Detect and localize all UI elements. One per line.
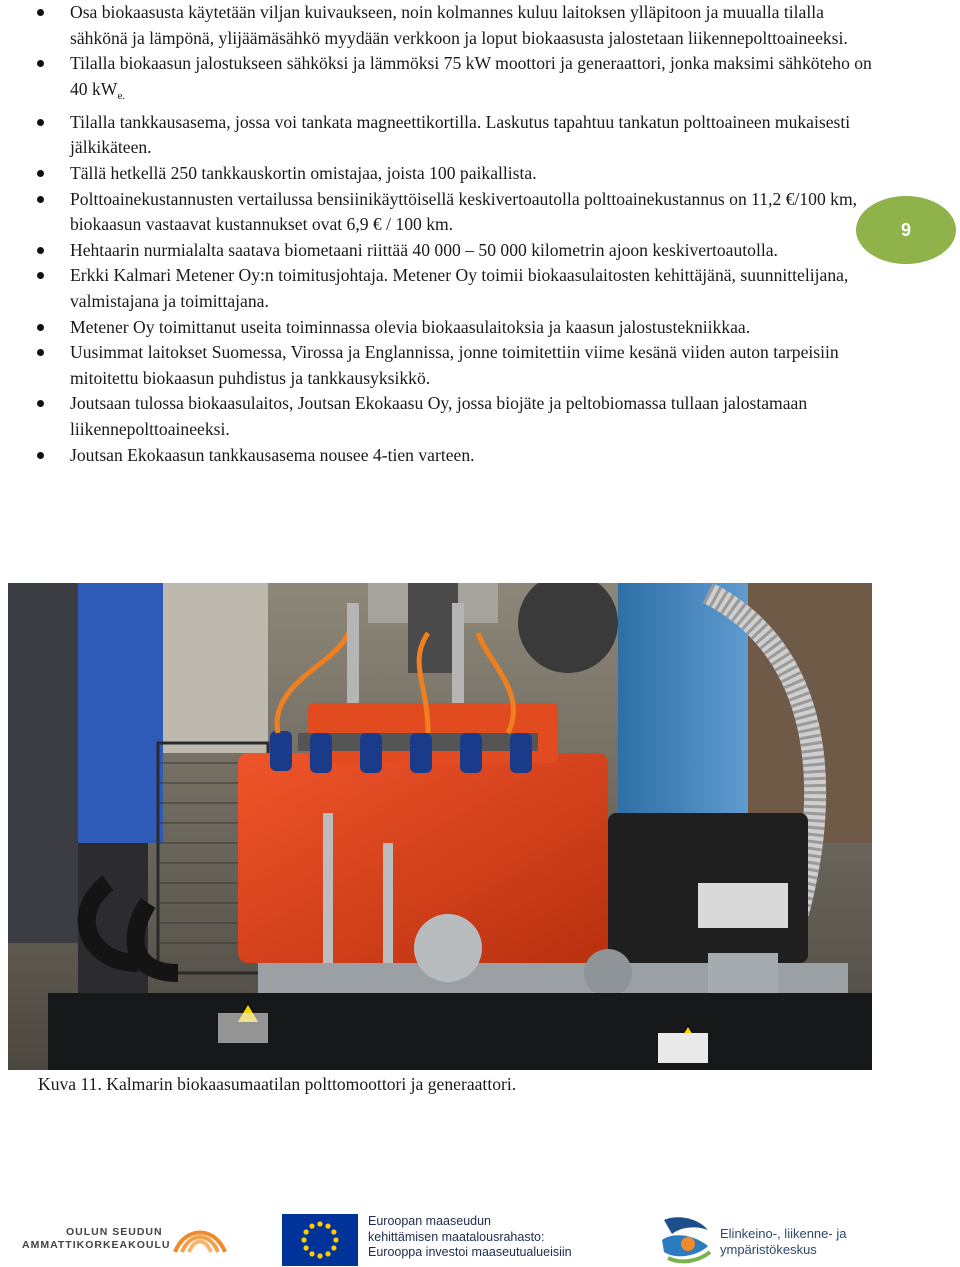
bullet-item bbox=[34, 391, 884, 442]
bullet-dot bbox=[37, 324, 44, 331]
bullet-text: Tilalla tankkausasema, jossa voi tankata magneettikortilla. Laskutus tapahtuu tankatun polttoaineen mukaisesti jälkikäteen. bbox=[70, 111, 851, 158]
bullet-text: Osa biokaasusta käytetään viljan kuivaukseen, noin kolmannes kuluu laitoksen ylläpitoon ja muualla tilalla sähkönä ja lämpönä, ylijäämäsähkö myydään verkkoon ja loput biokaasusta jalostetaan liikennepolttoaineeksi. bbox=[70, 2, 848, 48]
bullet-item bbox=[34, 110, 884, 161]
bullet-dot bbox=[37, 196, 44, 203]
bullet-item bbox=[34, 263, 884, 314]
eu-line-2: kehittämisen maatalousrahasto: bbox=[368, 1229, 545, 1244]
eu-line-3: Eurooppa investoi maaseutualueisiin bbox=[368, 1245, 572, 1259]
figure-caption: Kuva 11. Kalmarin biokaasumaatilan polttomoottori ja generaattori. bbox=[38, 1074, 517, 1094]
bullet-text: Joutsaan tulossa biokaasulaitos, Joutsan Ekokaasu Oy, jossa biojäte ja peltobiomassa tullaan jalostamaan liikennepolttoaineeksi. bbox=[70, 393, 808, 440]
ely-logo-icon bbox=[658, 1212, 714, 1264]
bullet-item bbox=[34, 187, 884, 238]
ely-line-1: Elinkeino-, liikenne- ja bbox=[720, 1226, 847, 1241]
eu-line-1: Euroopan maaseudun bbox=[368, 1214, 492, 1228]
eu-fund-text bbox=[368, 1214, 572, 1261]
bullet-dot bbox=[37, 119, 44, 126]
oamk-logo bbox=[22, 1226, 170, 1252]
engine-photo bbox=[8, 583, 872, 1070]
bullet-dot bbox=[37, 452, 44, 459]
bullet-text: Metener Oy toimittanut useita toiminnassa olevia biokaasulaitoksia ja kaasun jalostustekniikkaa. bbox=[70, 316, 751, 337]
bullet-item bbox=[34, 340, 884, 391]
kw-subscript: e. bbox=[117, 90, 126, 103]
bullet-item bbox=[34, 51, 884, 110]
bullet-item bbox=[34, 315, 884, 341]
ely-text bbox=[720, 1226, 846, 1258]
bullet-text: Tällä hetkellä 250 tankkauskortin omistajaa, joista 100 paikallista. bbox=[70, 163, 537, 184]
bullet-item bbox=[34, 0, 884, 51]
bullet-text: Joutsan Ekokaasun tankkausasema nousee 4-tien varteen. bbox=[70, 444, 475, 465]
bullet-dot bbox=[37, 349, 44, 356]
footer-logos bbox=[0, 1200, 960, 1267]
bullet-dot bbox=[37, 247, 44, 254]
engine-photo-illustration bbox=[8, 583, 872, 1070]
page-number: 9 bbox=[900, 219, 911, 240]
bullet-item bbox=[34, 238, 884, 264]
bullet-item bbox=[34, 443, 884, 469]
bullet-dot bbox=[37, 272, 44, 279]
oamk-line-1: OULUN SEUDUN bbox=[66, 1226, 163, 1238]
bullet-dot bbox=[37, 400, 44, 407]
bullet-list bbox=[34, 0, 884, 468]
oamk-line-2: AMMATTIKORKEAKOULU bbox=[22, 1239, 171, 1251]
bullet-text: Erkki Kalmari Metener Oy:n toimitusjohtaja. Metener Oy toimii biokaasulaitosten kehittäjänä, suunnittelijana, valmistajana ja toimittajana. bbox=[70, 265, 849, 312]
bullet-text: Hehtaarin nurmialalta saatava biometaani riittää 40 000 – 50 000 kilometrin ajoon keskivertoautolla. bbox=[70, 239, 778, 260]
page-number-badge bbox=[856, 196, 956, 264]
ely-line-2: ympäristökeskus bbox=[720, 1242, 817, 1257]
bullet-item bbox=[34, 161, 884, 187]
bullet-dot bbox=[37, 170, 44, 177]
bullet-text: Uusimmat laitokset Suomessa, Virossa ja Englannissa, jonne toimitettiin viime kesänä viiden auton tarpeisiin mitoitettu biokaasun puhdistus ja tankkausyksikkö. bbox=[70, 342, 839, 388]
eu-flag-icon bbox=[282, 1214, 358, 1266]
bullet-text: Polttoainekustannusten vertailussa bensiinikäyttöisellä keskivertoautolla polttoainekustannus on 11,2 €/100 km, biokaasun vastaavat kustannukset ovat 6,9 € / 100 km. bbox=[70, 188, 858, 235]
bullet-text: Tilalla biokaasun jalostukseen sähköksi ja lämmöksi 75 kW moottori ja generaattori, jonka maksimi sähköteho on 40 kW bbox=[70, 53, 872, 99]
bullet-dot bbox=[37, 9, 44, 16]
bullet-dot bbox=[37, 60, 44, 67]
oamk-sun-icon bbox=[170, 1216, 230, 1256]
